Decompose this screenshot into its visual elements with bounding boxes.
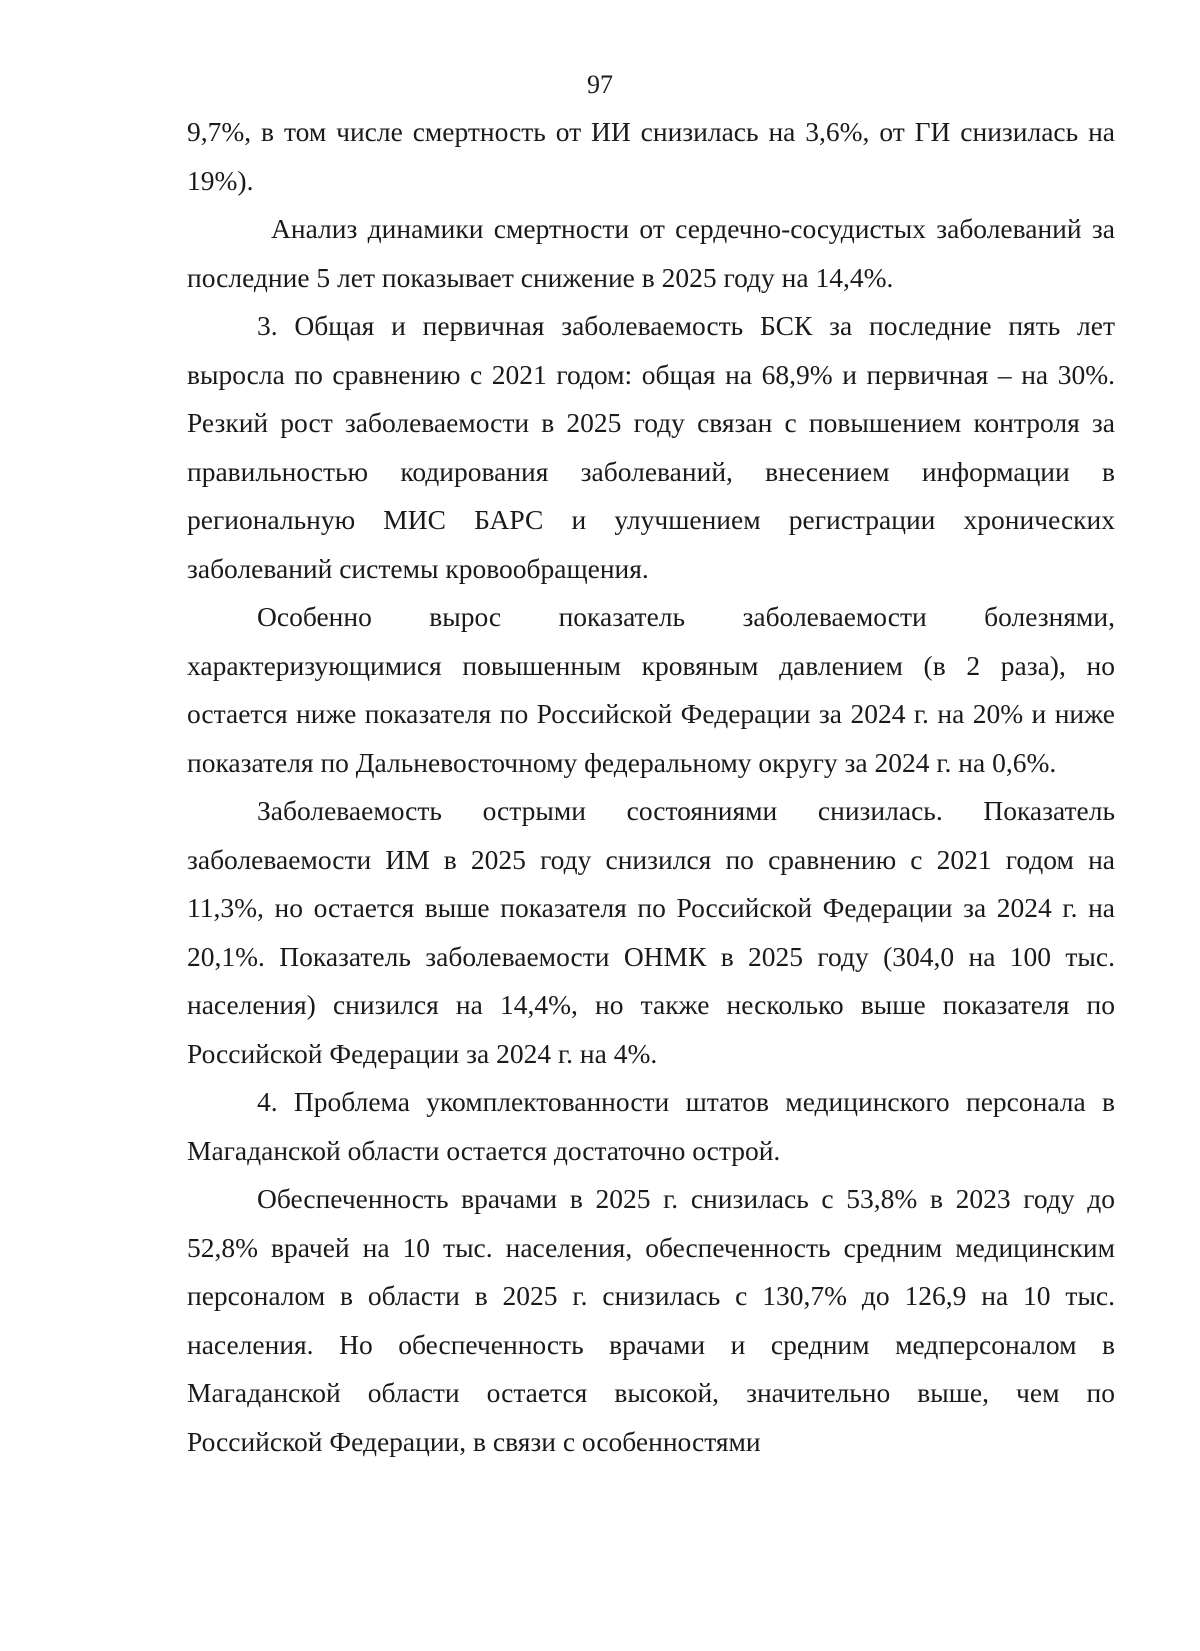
paragraph-3: 3. Общая и первичная заболеваемость БСК за последние пять лет выросла по сравнению с 2021 годом: общая на 68,9% и первичная – на 30%. Резкий рост заболеваемости в 2025 году связан с повышением контроля за правильностью кодирования заболеваний, внесением информации в региональную МИС БАРС и улучшением регистрации хронических заболеваний системы кровообращения. bbox=[187, 310, 1115, 584]
paragraph-7: Обеспеченность врачами в 2025 г. снизилась с 53,8% в 2023 году до 52,8% врачей на 10 тыс. населения, обеспеченность средним медицинским персоналом в области в 2025 г. снизилась с 130,7% до 126,9 на 10 тыс. населения. Но обеспеченность врачами и средним медперсоналом в Магаданской области остается высокой, значительно выше, чем по Российской Федерации, в связи с особенностями bbox=[187, 1183, 1115, 1457]
paragraph-2: Анализ динамики смертности от сердечно-сосудистых заболеваний за последние 5 лет показывает снижение в 2025 году на 14,4%. bbox=[187, 213, 1115, 293]
paragraph-1: 9,7%, в том числе смертность от ИИ снизилась на 3,6%, от ГИ снизилась на 19%). bbox=[187, 116, 1115, 196]
paragraph-4: Особенно вырос показатель заболеваемости болезнями, характеризующимися повышенным кровяным давлением (в 2 раза), но остается ниже показателя по Российской Федерации за 2024 г. на 20% и ниже показателя по Дальневосточному федеральному округу за 2024 г. на 0,6%. bbox=[187, 601, 1115, 778]
page-number: 97 bbox=[587, 70, 613, 99]
document-body bbox=[187, 108, 1115, 1466]
paragraph-5: Заболеваемость острыми состояниями снизилась. Показатель заболеваемости ИМ в 2025 году снизился по сравнению с 2021 годом на 11,3%, но остается выше показателя по Российской Федерации за 2024 г. на 20,1%. Показатель заболеваемости ОНМК в 2025 году (304,0 на 100 тыс. населения) снизился на 14,4%, но также несколько выше показателя по Российской Федерации за 2024 г. на 4%. bbox=[187, 795, 1115, 1069]
paragraph-6: 4. Проблема укомплектованности штатов медицинского персонала в Магаданской области остается достаточно острой. bbox=[187, 1086, 1115, 1166]
